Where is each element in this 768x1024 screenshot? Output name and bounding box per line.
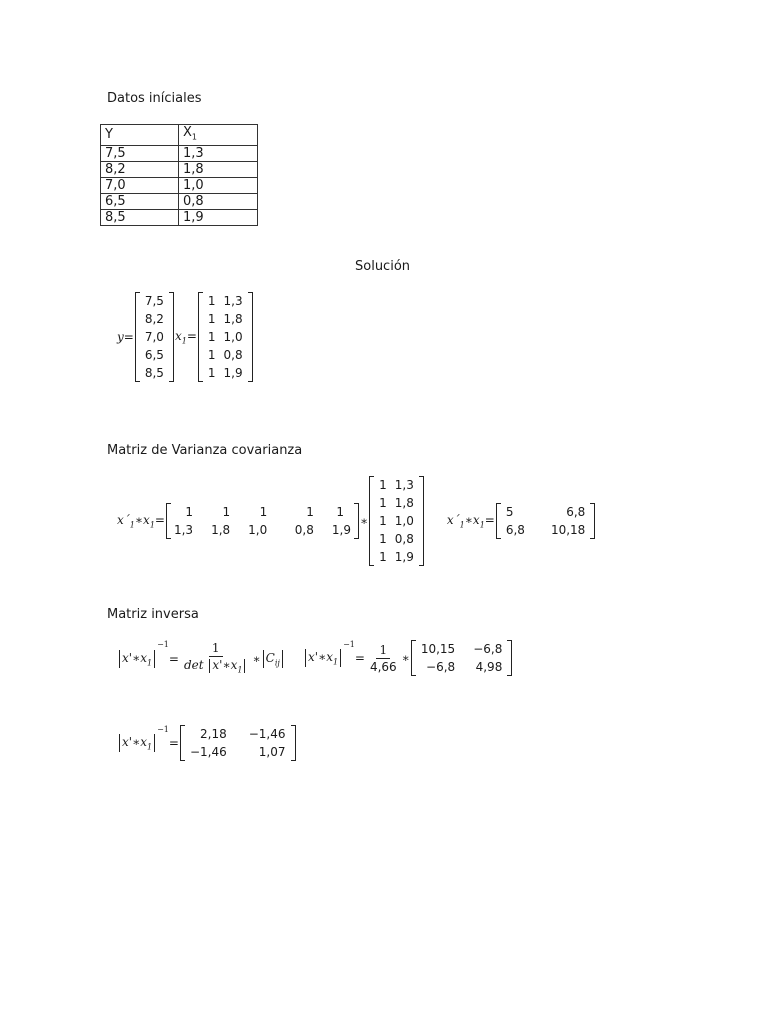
abs-bar [263, 650, 264, 668]
table-row [101, 177, 258, 193]
matrix-cell: 1,9 [223, 366, 243, 380]
varianza-equation [117, 476, 596, 566]
solucion-equation [117, 292, 254, 382]
matrix-cell: 6,5 [144, 348, 164, 362]
matrix-cell: 0,8 [394, 532, 414, 546]
cell-y: 7,0 [101, 177, 179, 193]
cell-x: 1,3 [179, 145, 258, 161]
matrix-cell: 1 [379, 478, 387, 492]
matrix-cell: −1,46 [248, 727, 286, 741]
matrix-cell: 1 [207, 330, 216, 344]
lhs-label: $x´_1∗x_1=$ [117, 512, 165, 530]
header-y: Y [101, 125, 179, 146]
matrix-cell: 1,0 [248, 523, 268, 537]
matrix-cell: 8,2 [144, 312, 164, 326]
table-row [101, 161, 258, 177]
fraction-denominator: 4,66 [369, 659, 397, 674]
fraction [367, 642, 400, 675]
abs-bar [119, 650, 120, 668]
matrix-cell: 8,5 [144, 366, 164, 380]
cell-y: 6,5 [101, 193, 179, 209]
multiply-sign: ∗ [252, 652, 261, 667]
matrix-cell: 1,8 [223, 312, 243, 326]
matrix-cell: 10,18 [550, 523, 586, 537]
equals: = [168, 736, 179, 750]
abs-bar [154, 734, 155, 752]
abs-bar [305, 649, 306, 667]
cell-x: 1,9 [179, 209, 258, 225]
table-row [101, 193, 258, 209]
matrix-cell: 1,3 [394, 478, 414, 492]
table-header-row [101, 125, 258, 146]
cell-y: 8,2 [101, 161, 179, 177]
inversa-title: Matriz inversa [107, 607, 199, 622]
matrix-cell: 0,8 [223, 348, 243, 362]
inverse-matrix [179, 725, 297, 761]
multiply-sign: ∗ [359, 514, 369, 528]
matrix-cell: 1 [259, 505, 268, 519]
matrix-cell: 1,8 [394, 496, 414, 510]
inv-exponent: −1 [343, 640, 355, 649]
matrix-cell: 1 [222, 505, 231, 519]
table-row [101, 209, 258, 225]
matrix-cell: 1,07 [258, 745, 286, 759]
table-row [101, 145, 258, 161]
cell-y: 8,5 [101, 209, 179, 225]
matrix-cell: 1,3 [223, 294, 243, 308]
matrix-cell: −1,46 [189, 745, 227, 759]
matrix-cell: 1 [207, 294, 216, 308]
matrix-cell: 7,0 [144, 330, 164, 344]
matrix-cell: 2,18 [200, 727, 227, 741]
matrix-cell: −6,8 [426, 660, 456, 674]
solucion-title: Solución [355, 259, 411, 274]
matrix-cell: 1,9 [394, 550, 414, 564]
matrix-cell: −6,8 [473, 642, 503, 656]
inv-lhs: $x'∗x_1$ [122, 734, 153, 752]
fraction-denominator: $\det x'∗x_1$ [181, 657, 251, 678]
x-matrix-2 [368, 476, 425, 566]
inversa-formula [117, 640, 285, 678]
y-vector [134, 292, 175, 382]
cofactor-label: $C_{ij}$ [265, 651, 280, 668]
matrix-cell: 5 [505, 505, 514, 519]
equals: = [168, 652, 179, 667]
fraction-numerator: 1 [376, 642, 390, 659]
y-label: y= [117, 330, 134, 344]
matrix-cell: 0,8 [294, 523, 314, 537]
matrix-cell: 1 [336, 505, 344, 519]
matrix-cell: 1,0 [223, 330, 243, 344]
matrix-cell: 1 [379, 550, 387, 564]
matrix-cell: 1 [207, 366, 216, 380]
fraction [181, 640, 251, 678]
lhs-label-2: $x´_1∗x_1=$ [446, 512, 495, 530]
datos-table [100, 124, 258, 226]
abs-bar [340, 649, 341, 667]
cell-x: 1,0 [179, 177, 258, 193]
x-matrix [197, 292, 254, 382]
result-matrix [495, 503, 596, 539]
inv-lhs: $x'∗x_1$ [122, 651, 153, 668]
datos-title: Datos iníciales [107, 91, 202, 106]
matrix-cell: 1 [207, 312, 216, 326]
fraction-numerator: 1 [209, 640, 223, 657]
matrix-cell: 10,15 [420, 642, 456, 656]
matrix-cell: 6,8 [505, 523, 525, 537]
abs-bar [154, 650, 155, 668]
matrix-cell: 6,8 [566, 505, 586, 519]
matrix-cell: 1 [306, 505, 314, 519]
matrix-cell: 1 [379, 496, 387, 510]
datos-table-container [100, 124, 258, 226]
matrix-cell: 1,0 [394, 514, 414, 528]
matrix-cell: 7,5 [144, 294, 164, 308]
cell-y: 7,5 [101, 145, 179, 161]
matrix-cell: 1,3 [173, 523, 194, 537]
abs-bar [119, 734, 120, 752]
adjugate-matrix [410, 640, 514, 676]
header-x1: $X_1$ [179, 125, 258, 146]
transpose-matrix [165, 503, 360, 539]
matrix-cell: 4,98 [475, 660, 503, 674]
cell-x: 1,8 [179, 161, 258, 177]
multiply-sign: ∗ [401, 651, 410, 665]
matrix-cell: 1 [185, 505, 194, 519]
inv-lhs: $x'∗x_1$ [308, 649, 339, 667]
inversa-computation [303, 640, 513, 676]
matrix-cell: 1,8 [211, 523, 231, 537]
matrix-cell: 1 [379, 532, 387, 546]
inv-exponent: −1 [157, 725, 169, 734]
inv-exponent: −1 [157, 640, 169, 649]
equals: = [354, 651, 365, 665]
matrix-cell: 1 [207, 348, 216, 362]
cell-x: 0,8 [179, 193, 258, 209]
x1-label: $x_1=$ [174, 328, 197, 346]
varianza-title: Matriz de Varianza covarianza [107, 443, 303, 458]
inversa-result [117, 725, 297, 761]
abs-bar [282, 650, 283, 668]
matrix-cell: 1 [379, 514, 387, 528]
matrix-cell: 1,9 [331, 523, 351, 537]
